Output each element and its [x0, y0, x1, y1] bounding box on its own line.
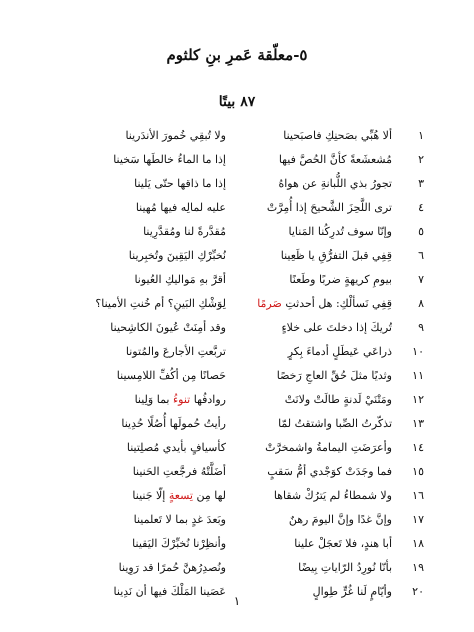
verse-number: ١٦: [412, 489, 424, 502]
first-hemistich: تجورُ بذي اللُّبانةِ عن هواهُ: [278, 177, 392, 190]
page-number: ١: [233, 594, 241, 608]
hemistich-text: بما وَلِينا: [134, 393, 173, 406]
first-hemistich: بيومِ كريهةٍ ضربًا وطَعنًا: [289, 273, 392, 286]
verse-row: [60, 364, 424, 388]
first-hemistich: أبا هندٍ، فلا تَعجَلْ علينا: [294, 537, 392, 550]
verse-list: [60, 124, 424, 604]
verse-number: ١٩: [412, 561, 424, 574]
second-hemistich: إذا ما الماءُ خالطَها سَخينا: [113, 153, 226, 166]
first-hemistich: مُشعشَعةً كأنَّ الحُصَّ فيها: [278, 153, 392, 166]
highlighted-word: تنوءُ: [172, 393, 191, 406]
first-hemistich: ذراعَي عَيطَلٍ أدماءَ بِكرٍ: [287, 345, 392, 358]
verse-number: ٣: [418, 177, 424, 190]
hemistich-text: لها مِن: [192, 489, 226, 502]
verse-row: [60, 484, 424, 508]
first-hemistich: ولا شمطاءُ لم يَترُكْ شقاها: [273, 489, 392, 502]
verse-number: ٤: [418, 201, 424, 214]
verse-number: ١٨: [412, 537, 424, 550]
second-hemistich: [60, 484, 226, 508]
first-hemistich: وثديًا مثلَ حُقِّ العاجِ رَخصًا: [276, 369, 392, 382]
first-hemistich: [242, 292, 392, 316]
verse-row: [60, 508, 424, 532]
second-hemistich: تربَّعتِ الأجارعَ والمُتونا: [125, 345, 226, 358]
second-hemistich: رأيتُ حُمولَها أُصُلًا حُدِينا: [121, 417, 226, 430]
first-hemistich: وأيّامٍ لَنا غُرٍّ طِوالٍ: [312, 585, 392, 598]
verse-row: [60, 460, 424, 484]
verse-number: ١٠: [412, 345, 424, 358]
verse-row: [60, 196, 424, 220]
first-hemistich: تذكّرتُ الصِّبا واشتقتُ لمّا: [278, 417, 392, 430]
verse-row: [60, 532, 424, 556]
second-hemistich: مُقدَّرةً لنا ومُقدَّرِينا: [143, 225, 226, 238]
verse-number: ٢٠: [412, 585, 424, 598]
hemistich-text: قِفِي نَسألْكِ: هل أحدثتِ: [281, 297, 392, 310]
verse-number: ٩: [418, 321, 424, 334]
second-hemistich: [60, 388, 226, 412]
hemistich-text: روادفُها: [190, 393, 226, 406]
poem-title: ٥-معلّقة عَمرِ بنِ كلثوم: [166, 46, 308, 64]
second-hemistich: عليه لمالِه فيها مُهينا: [135, 201, 226, 214]
first-hemistich: ومَتْنَيْ لَدنةٍ طالَتْ ولانَتْ: [284, 393, 392, 406]
verse-row: [60, 148, 424, 172]
second-hemistich: إذا ما ذاقها حتّى يَلينا: [134, 177, 226, 190]
verse-number: ٧: [418, 273, 424, 286]
verse-number: ٢: [418, 153, 424, 166]
second-hemistich: كأسيافٍ بأيدي مُصلِتينا: [126, 441, 226, 454]
first-hemistich: فما وجَدَتْ كوَجْدي أمُّ سَقبٍ: [267, 465, 392, 478]
verse-number: ٨: [418, 297, 424, 310]
verse-number: ١١: [412, 369, 424, 382]
verse-row: [60, 436, 424, 460]
verse-number: ١٢: [412, 393, 424, 406]
second-hemistich: ونُصدِرُهنَّ حُمرًا قد رَوِينا: [118, 561, 226, 574]
verse-row: [60, 388, 424, 412]
verse-number: ١: [418, 129, 424, 142]
second-hemistich: ولا تُبقِي خُمورَ الأندَرينا: [125, 129, 226, 142]
verse-row: [60, 292, 424, 316]
first-hemistich: وأعرَضَتِ اليمامةُ واشمخرَّتْ: [265, 441, 392, 454]
first-hemistich: وإنّا سوف تُدرِكُنا المَنايا: [288, 225, 392, 238]
first-hemistich: وإنَّ غدًا وإنَّ اليومَ رهنٌ: [288, 513, 392, 526]
highlighted-word: صَرمًا: [257, 297, 282, 310]
verse-row: [60, 172, 424, 196]
second-hemistich: أقرَّ بهِ مَواليكِ العُيونا: [134, 273, 226, 286]
first-hemistich: قِفِي قبلَ التفرُّقِ يا ظَعِينا: [280, 249, 392, 262]
verse-row: [60, 220, 424, 244]
verse-count: ٨٧ بيتًا: [218, 94, 256, 110]
hemistich-text: إلّا جَنينا: [132, 489, 169, 502]
verse-number: ١٤: [412, 441, 424, 454]
second-hemistich: أضَلَّتْهُ فرجَّعتِ الحَنينا: [132, 465, 226, 478]
verse-row: [60, 412, 424, 436]
second-hemistich: وأنظِرْنا نُخبِّرْكَ اليَقينا: [132, 537, 226, 550]
verse-row: [60, 244, 424, 268]
second-hemistich: لِوَشْكِ البَينِ؟ أم خُنتِ الأمينا؟: [95, 297, 226, 310]
verse-row: [60, 556, 424, 580]
first-hemistich: تُريكَ إذا دخلتَ على خلاءٍ: [281, 321, 392, 334]
highlighted-word: تِسعةٍ: [168, 489, 193, 502]
second-hemistich: وبَعدَ غدٍ بما لا تَعلمينا: [133, 513, 226, 526]
verse-row: [60, 124, 424, 148]
verse-number: ١٥: [412, 465, 424, 478]
verse-row: [60, 268, 424, 292]
second-hemistich: عَصَينا المَلْكَ فيها أن نَدِينا: [113, 585, 226, 598]
first-hemistich: ترى اللَّحِزَ الشَّحيحَ إذا أُمِرَّتْ: [266, 201, 392, 214]
first-hemistich: ألا هُبِّي بصَحنِكِ فاصبَحينا: [283, 129, 392, 142]
second-hemistich: حَصانًا مِن أكُفِّ اللامِسينا: [116, 369, 226, 382]
verse-row: [60, 316, 424, 340]
verse-number: ١٧: [412, 513, 424, 526]
verse-number: ٥: [418, 225, 424, 238]
second-hemistich: وقد أمِنَتْ عُيونَ الكاشِحينا: [110, 321, 226, 334]
first-hemistich: بأنّا نُورِدُ الرّاياتِ بِيضًا: [298, 561, 392, 574]
second-hemistich: نُخبِّرْكِ اليَقِينَ وتُخبِرينا: [128, 249, 226, 262]
verse-number: ١٣: [412, 417, 424, 430]
verse-number: ٦: [418, 249, 424, 262]
verse-row: [60, 340, 424, 364]
